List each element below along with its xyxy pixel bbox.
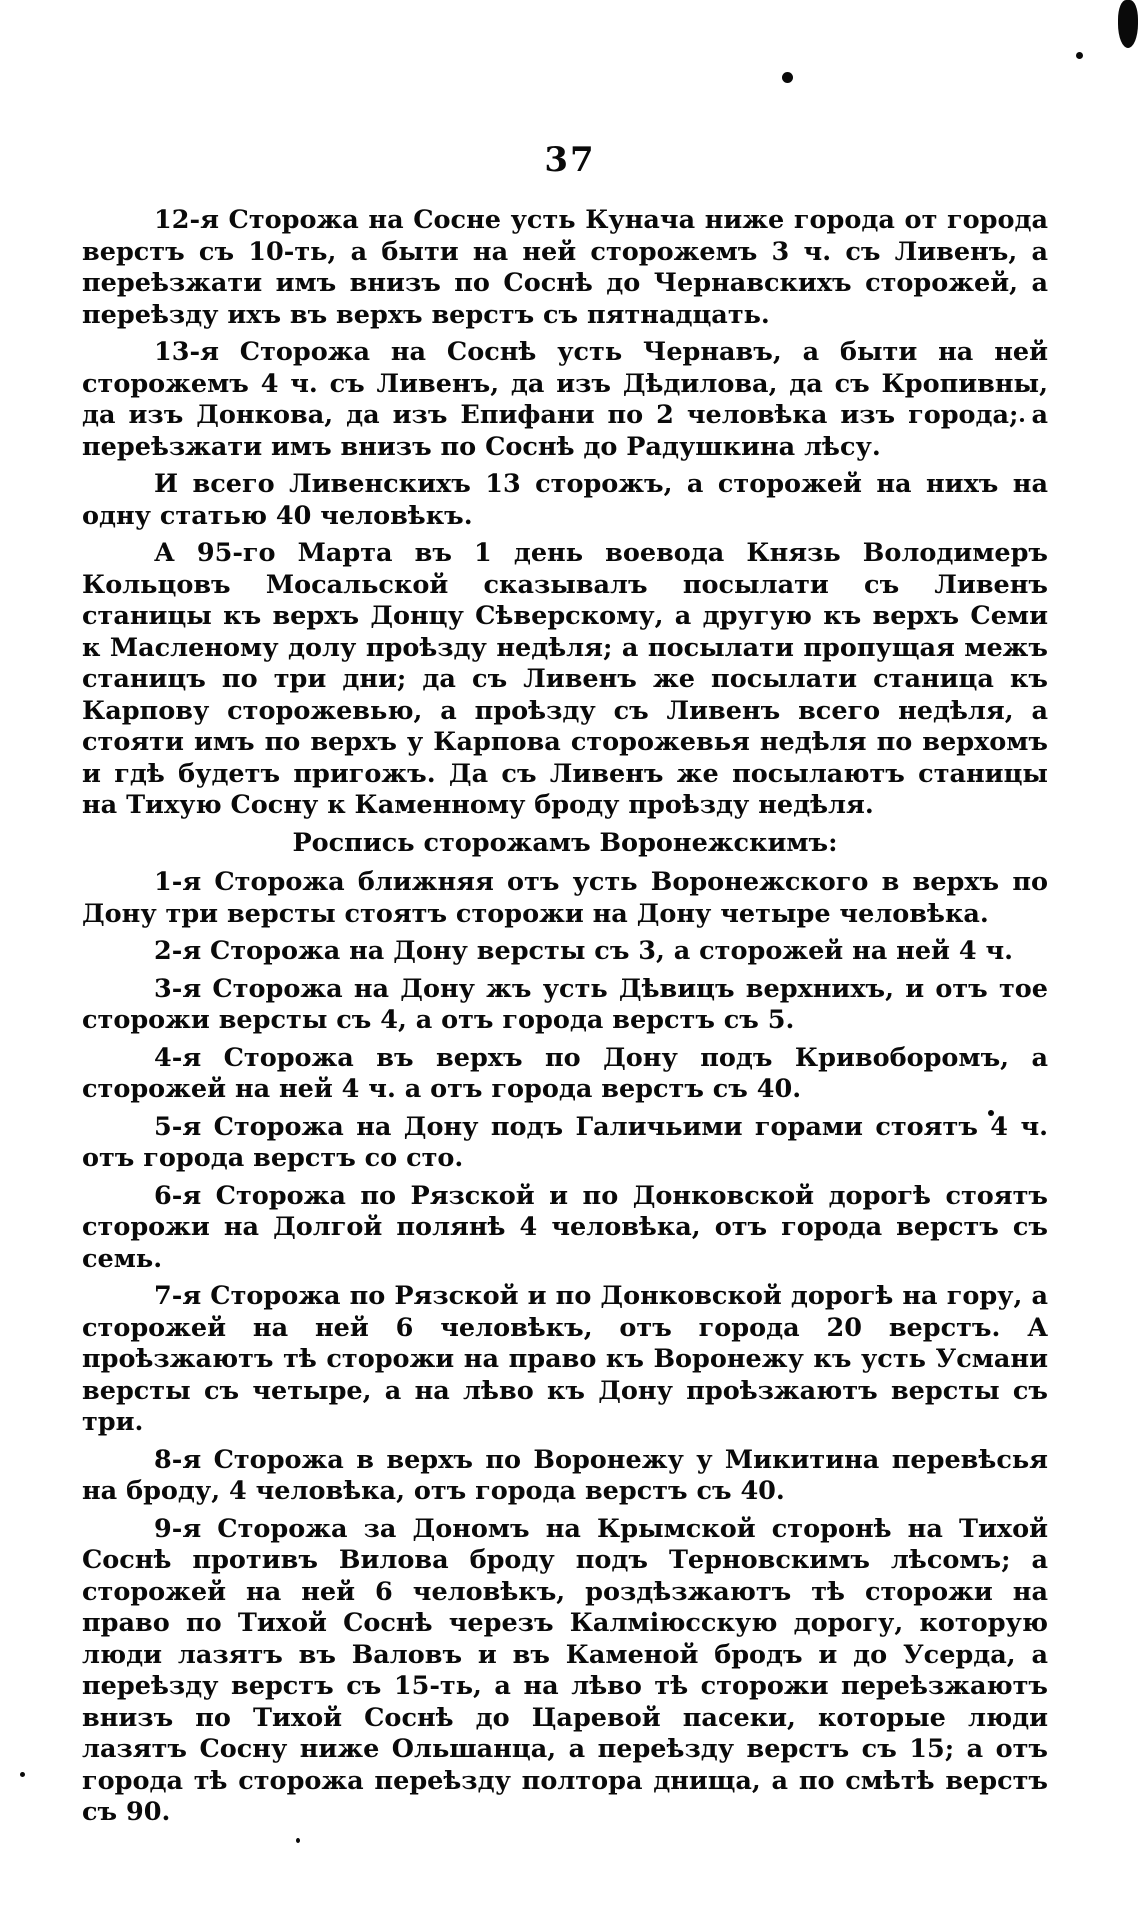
paragraph-voronezh-9: 9-я Сторожа за Дономъ на Крымской сторонѣ на Тихой Соснѣ противъ Вилова броду подъ Терновскимъ лѣсомъ; а сторожей на ней 6 человѣкъ, роздѣзжаютъ тѣ сторожи на право по Тихой Соснѣ черезъ Калміюсскую дорогу, которую люди лазятъ въ Валовъ и въ Каменой бродъ и до Усерда, а переѣзду верстъ съ 15-ть, а на лѣво тѣ сторожи переѣзжаютъ внизъ по Тихой Соснѣ до Царевой пасеки, которые люди лазятъ Сосну ниже Ольшанца, а переѣзду верстъ съ 15; а отъ города тѣ сторожа переѣзду полтора днища, а по смѣтѣ верстъ съ 90. [82,1513,1048,1827]
paragraph-voronezh-8: 8-я Сторожа в верхъ по Воронежу у Микитина перевѣсья на броду, 4 человѣка, отъ города верстъ съ 40. [82,1444,1048,1506]
paragraph-voronezh-6: 6-я Сторожа по Рязской и по Донковской дорогѣ стоятъ сторожи на Долгой полянѣ 4 человѣка, отъ города верстъ съ семь. [82,1180,1048,1274]
paragraph-voronezh-4: 4-я Сторожа въ верхъ по Дону подъ Кривоборомъ, а сторожей на ней 4 ч. а отъ города верстъ съ 40. [82,1042,1048,1104]
body-text [82,205,1048,1835]
paragraph-voronezh-2: 2-я Сторожа на Дону версты съ 3, а сторожей на ней 4 ч. [154,936,1013,966]
paragraph-voronezh-7: 7-я Сторожа по Рязской и по Донковской дорогѣ на гору, а сторожей на ней 6 человѣкъ, отъ города 20 верстъ. А проѣзжаютъ тѣ сторожи на право къ Воронежу къ усть Усмани версты съ четыре, а на лѣво къ Дону проѣзжаютъ версты съ три. [82,1281,1048,1437]
scan-speck [782,72,793,83]
paragraph-voronezh-1: 1-я Сторожа ближняя отъ усть Воронежского в верхъ по Дону три версты стоятъ сторожи на Дону четыре человѣка. [82,867,1048,929]
page-number: 37 [544,140,596,180]
scan-edge-mark [1118,0,1138,48]
scan-speck [20,1772,25,1777]
scan-speck [1076,52,1083,59]
scan-speck [296,1838,300,1843]
paragraph-march-order: А 95-го Марта въ 1 день воевода Князь Володимеръ Кольцовъ Мосальской сказывалъ посылати съ Ливенъ станицы къ верхъ Донцу Сѣверскому, а другую къ верхъ Семи к Масленому долу проѣзду недѣля; а посылати пропущая межъ станицъ по три дни; да съ Ливенъ же посылати станица къ Карпову сторожевью, а проѣзду съ Ливенъ всего недѣля, а стояти имъ по верхъ у Карпова сторожевья недѣля по верхомъ и гдѣ будетъ пригожъ. Да съ Ливенъ же посылаютъ станицы на Тихую Сосну к Каменному броду проѣзду недѣля. [82,538,1048,820]
paragraph-voronezh-3: 3-я Сторожа на Дону жъ усть Дѣвицъ верхнихъ, и отъ тое сторожи версты съ 4, а отъ города верстъ съ 5. [82,973,1048,1035]
section-heading-voronezh: Роспись сторожамъ Воронежскимъ: [292,827,838,858]
paragraph-voronezh-5: 5-я Сторожа на Дону подъ Галичьими горами стоятъ 4 ч. отъ города верстъ со сто. [82,1111,1048,1173]
paragraph-livny-total: И всего Ливенскихъ 13 сторожъ, а сторожей на нихъ на одну статью 40 человѣкъ. [82,469,1048,531]
paragraph-storozha-13: 13-я Сторожа на Соснѣ усть Чернавъ, а быти на ней сторожемъ 4 ч. съ Ливенъ, да изъ Дѣдилова, да съ Кропивны, да изъ Донкова, да изъ Епифани по 2 человѣка изъ города; а переѣзжати имъ внизъ по Соснѣ до Радушкина лѣсу. [82,337,1048,462]
paragraph-storozha-12: 12-я Сторожа на Сосне усть Кунача ниже города от города верстъ съ 10-ть, а быти на ней сторожемъ 3 ч. съ Ливенъ, а переѣзжати имъ внизъ по Соснѣ до Чернавскихъ сторожей, а переѣзду ихъ въ верхъ верстъ съ пятнадцать. [82,205,1048,330]
